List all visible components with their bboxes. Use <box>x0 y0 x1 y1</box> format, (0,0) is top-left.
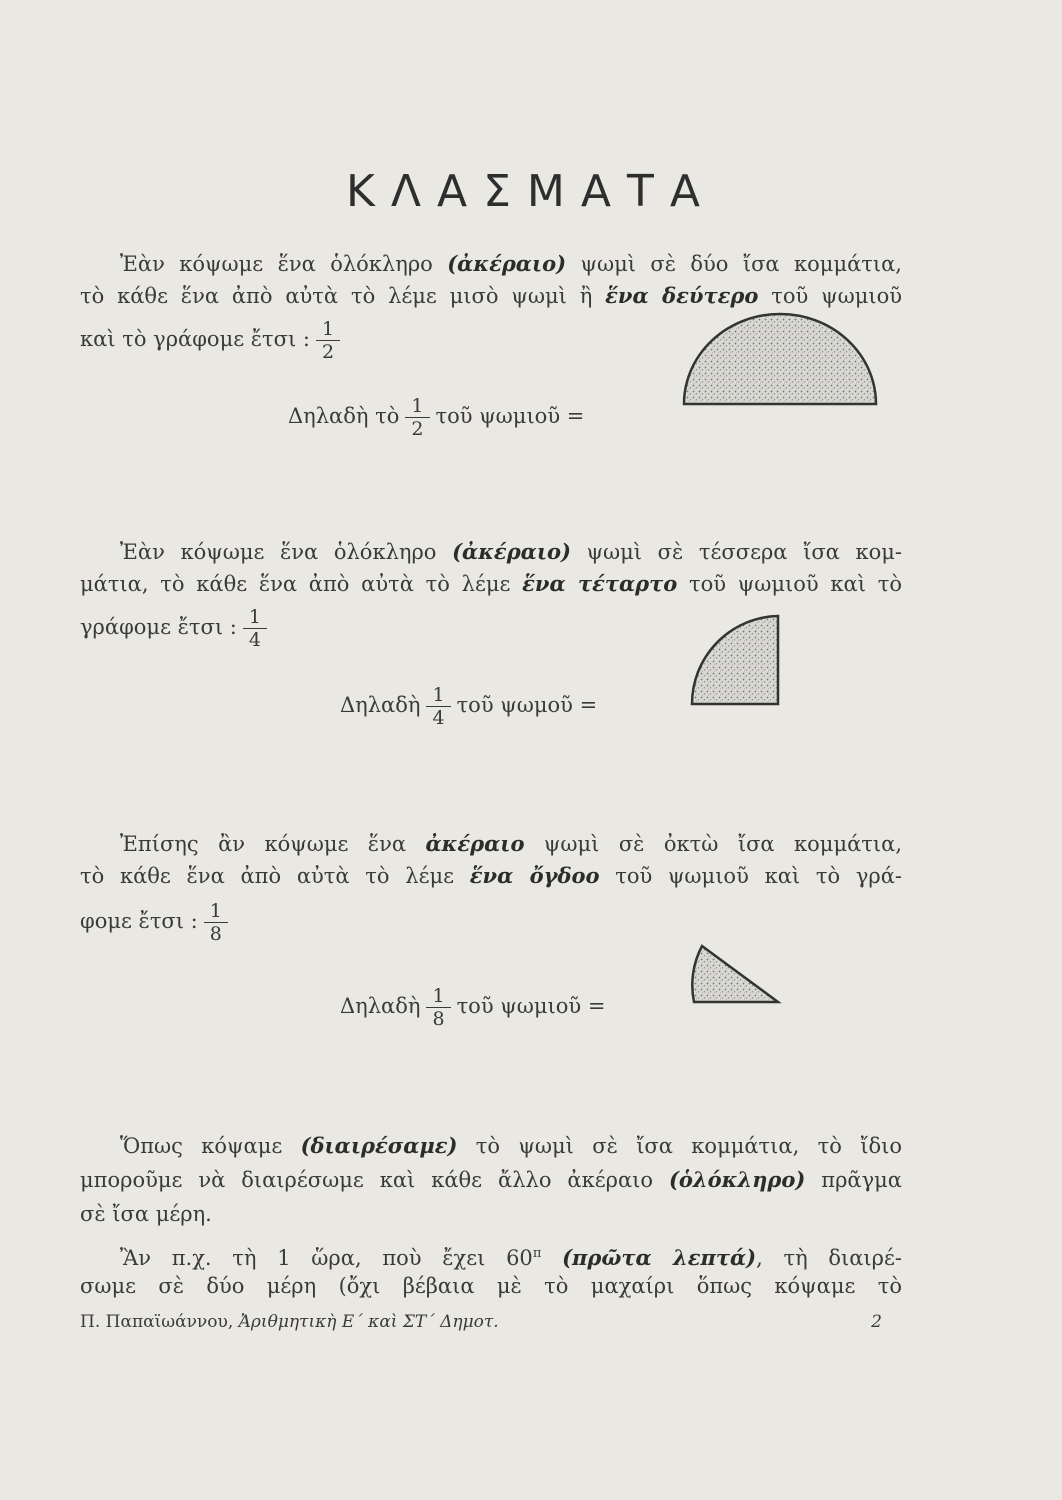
emphasis: (ὁλόκληρο) <box>668 1167 806 1192</box>
s4-line-1: Ὅπως κόψαμε (διαιρέσαμε) τὸ ψωμὶ σὲ ἴσα κομμάτια, τὸ ἴδιο <box>120 1133 902 1158</box>
s3-line-2: τὸ κάθε ἕνα ἀπὸ αὐτὰ τὸ λέμε ἕνα ὄγδοο τοῦ ψωμιοῦ καὶ τὸ γρά- <box>80 863 902 888</box>
page-title: ΚΛΑΣΜΑΤΑ <box>346 166 716 217</box>
s4-line-3: σὲ ἴσα μέρη. <box>80 1202 212 1226</box>
s2-line-3: γράφομε ἔτσι : $\frac{1}{4}$ <box>80 606 902 651</box>
fraction-one-eighth: $\frac{1}{8}$ <box>204 900 228 945</box>
s3-line-1: Ἐπίσης ἂν κόψωμε ἕνα ἀκέραιο ψωμὶ σὲ ὀκτὼ ἴσα κομμάτια, <box>120 831 902 856</box>
fraction-one-quarter: $\frac{1}{4}$ <box>426 684 450 729</box>
emphasis: ἕνα ὄγδοο <box>469 863 600 888</box>
s1-line-3: καὶ τὸ γράφομε ἔτσι : $\frac{1}{2}$ <box>80 318 902 363</box>
page-number: 2 <box>871 1312 882 1332</box>
s2-line-1: Ἐὰν κόψωμε ἕνα ὁλόκληρο (ἀκέραιο) ψωμὶ σὲ τέσσερα ἴσα κομ- <box>120 539 902 564</box>
emphasis: ἕνα δεύτερο <box>605 283 759 308</box>
emphasis: ἀκέραιο <box>425 831 525 856</box>
page-footer <box>80 1312 902 1332</box>
eighth-bread-illustration <box>688 940 784 1006</box>
s4-line-4: Ἂν π.χ. τὴ 1 ὥρα, ποὺ ἔχει $60^\pi$ (πρῶτα λεπτά), τὴ διαιρέ- <box>120 1245 902 1270</box>
fraction-one-eighth: $\frac{1}{8}$ <box>426 985 450 1030</box>
s3-line-3: φομε ἔτσι : $\frac{1}{8}$ <box>80 900 902 945</box>
s4-line-5: σωμε σὲ δύο μέρη (ὄχι βέβαια μὲ τὸ μαχαίρι ὅπως κόψαμε τὸ <box>80 1274 902 1298</box>
fraction-one-quarter: $\frac{1}{4}$ <box>243 606 267 651</box>
s1-line-1: Ἐὰν κόψωμε ἕνα ὁλόκληρο (ἀκέραιο) ψωμὶ σὲ δύο ἴσα κομμάτια, <box>120 251 902 276</box>
emphasis: (διαιρέσαμε) <box>300 1133 458 1158</box>
footer-author: Π. Παπαϊωάννου, <box>80 1312 239 1332</box>
s4-line-2: μποροῦμε νὰ διαιρέσωμε καὶ κάθε ἄλλο ἀκέραιο (ὁλόκληρο) πρᾶγμα <box>80 1167 902 1192</box>
half-bread-illustration <box>680 306 880 410</box>
fraction-one-half: $\frac{1}{2}$ <box>316 318 340 363</box>
emphasis: (ἀκέραιο) <box>447 251 567 276</box>
quarter-bread-illustration <box>688 612 784 708</box>
s2-line-2: μάτια, τὸ κάθε ἕνα ἀπὸ αὐτὰ τὸ λέμε ἕνα τέταρτο τοῦ ψωμιοῦ καὶ τὸ <box>80 571 902 596</box>
emphasis: ἕνα τέταρτο <box>522 571 678 596</box>
s3-equation: Δηλαδὴ $\frac{1}{8}$ τοῦ ψωμιοῦ = <box>340 985 606 1030</box>
s1-line-2: τὸ κάθε ἕνα ἀπὸ αὐτὰ τὸ λέμε μισὸ ψωμὶ ἢ ἕνα δεύτερο τοῦ ψωμιοῦ <box>80 283 903 308</box>
s1-equation: Δηλαδὴ τὸ $\frac{1}{2}$ τοῦ ψωμιοῦ = <box>288 395 585 440</box>
emphasis: (ἀκέραιο) <box>452 539 571 564</box>
s2-equation: Δηλαδὴ $\frac{1}{4}$ τοῦ ψωμοῦ = <box>340 684 598 729</box>
fraction-one-half: $\frac{1}{2}$ <box>405 395 429 440</box>
footer-book-title: Ἀριθμητικὴ Ε΄ καὶ ΣΤ΄ Δημοτ. <box>238 1312 499 1332</box>
emphasis: (πρῶτα λεπτά) <box>562 1245 757 1270</box>
